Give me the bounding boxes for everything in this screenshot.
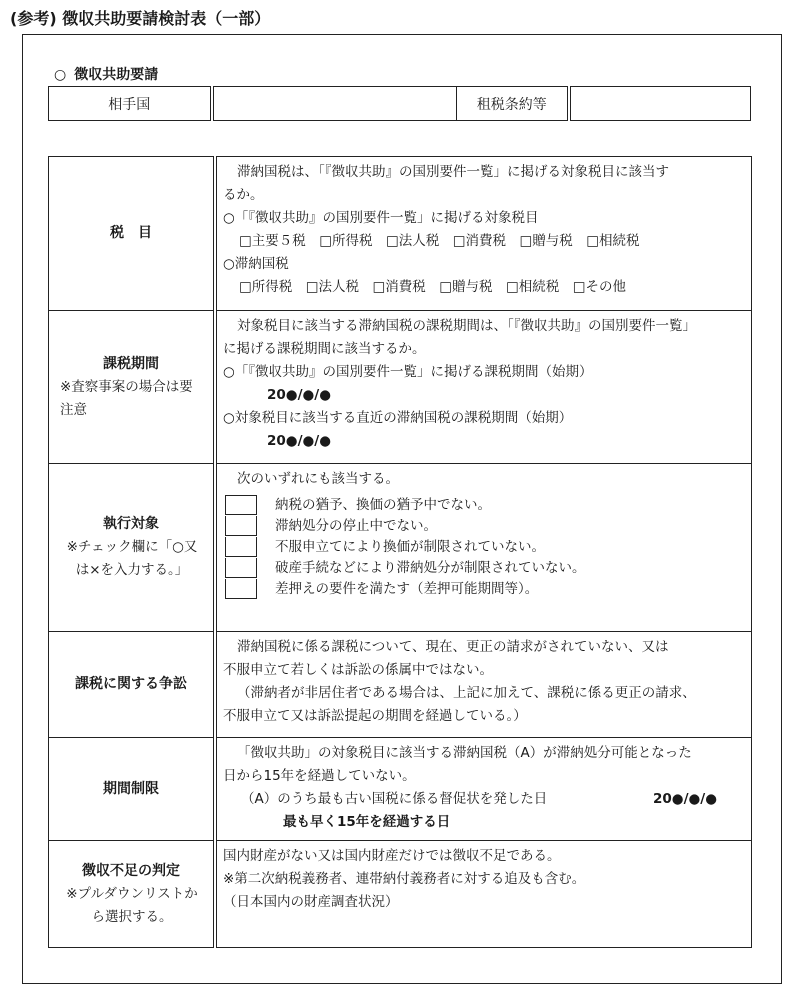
row-insufficiency (49, 841, 752, 948)
dispute-line-3: （滞納者が非居住者である場合は、上記に加えて、課税に係る更正の請求、 (237, 685, 696, 701)
country-period-date[interactable]: 20●/●/● (267, 387, 331, 403)
tax-period-question: 対象税目に該当する滞納国税の課税期間は、「『徴収共助』の国別要件一覧」 (237, 318, 696, 334)
check-cell[interactable] (225, 558, 257, 578)
check-text: 破産手続などにより滞納処分が制限されていない。 (275, 560, 586, 576)
country-period-heading: ○「『徴収共助』の国別要件一覧」に掲げる課税期間（始期） (223, 364, 593, 380)
insufficiency-cell (49, 841, 216, 948)
execution-target-content (215, 464, 752, 632)
tax-period-content (215, 311, 752, 464)
latest-period-heading: ○対象税目に該当する直近の滞納国税の課税期間（始期） (223, 410, 573, 426)
review-table (48, 156, 752, 948)
insufficiency-content[interactable] (215, 841, 752, 948)
check-text: 納税の猶予、換価の猶予中でない。 (275, 497, 491, 513)
period-limit-line-2: 日から15年を経過していない。 (223, 768, 416, 784)
insufficiency-line-2: ※第二次納税義務者、連帯納付義務者に対する追及も含む。 (223, 871, 586, 887)
execution-target-note: ※チェック欄に「○又は×を入力する。」 (66, 539, 198, 578)
treaty-label: 租税条約等 (457, 87, 569, 121)
dispute-line-1: 滞納国税に係る課税について、現在、更正の請求がされていない、又は (237, 639, 669, 655)
tax-period-note: ※査察事案の場合は要注意 (60, 378, 193, 418)
dispute-line-2: 不服申立て若しくは訴訟の係属中ではない。 (223, 662, 493, 678)
insufficiency-line-3: （日本国内の財産調査状況） (223, 894, 399, 910)
delinquent-tax-checkboxes[interactable]: □所得税 □法人税 □消費税 □贈与税 □相続税 □その他 (239, 279, 627, 295)
period-limit-content (215, 738, 752, 841)
row-period-limit (49, 738, 752, 841)
dispute-cell (49, 632, 216, 738)
dispute-content (215, 632, 752, 738)
dispute-label: 課税に関する争訟 (75, 676, 187, 692)
insufficiency-line-1: 国内財産がない又は国内財産だけでは徴収不足である。 (223, 848, 561, 864)
tax-period-label: 課税期間 (103, 355, 159, 372)
partner-table (48, 86, 751, 121)
check-text: 差押えの要件を満たす（差押可能期間等）。 (275, 581, 539, 597)
check-text: 不服申立てにより換価が制限されていない。 (275, 539, 545, 555)
row-tax-period (49, 311, 752, 464)
period-limit-line-1: 「徴収共助」の対象税目に該当する滞納国税（A）が滞納処分可能となった (237, 745, 692, 761)
check-row (223, 579, 745, 600)
insufficiency-note: ※プルダウンリストから選択する。 (66, 885, 198, 925)
treaty-field[interactable] (569, 87, 751, 121)
execution-target-cell (49, 464, 216, 632)
row-execution-target (49, 464, 752, 632)
check-cell[interactable] (225, 537, 257, 557)
period-limit-bold-line: 最も早く15年を経過する日 (283, 814, 451, 830)
tax-item-content (215, 157, 752, 311)
period-limit-cell (49, 738, 216, 841)
period-limit-date-row (223, 788, 745, 811)
tax-item-cell (49, 157, 216, 311)
check-row (223, 558, 745, 579)
page-title: (参考) 徴収共助要請検討表（一部） (10, 9, 271, 28)
row-dispute (49, 632, 752, 738)
insufficiency-label: 徴収不足の判定 (82, 862, 180, 879)
section-label-text: 徴収共助要請 (74, 67, 159, 83)
tax-item-question-cont: るか。 (223, 187, 264, 203)
check-text: 滞納処分の停止中でない。 (275, 518, 437, 534)
period-limit-sub-line: （A）のうち最も古い国税に係る督促状を発した日 (241, 791, 548, 807)
tax-period-question-cont: に掲げる課税期間に該当するか。 (223, 341, 426, 357)
target-tax-heading: ○「『徴収共助』の国別要件一覧」に掲げる対象税目 (223, 210, 539, 226)
tax-item-label: 税 目 (110, 225, 152, 241)
latest-period-date[interactable]: 20●/●/● (267, 433, 331, 449)
circle-icon: ○ (54, 67, 67, 83)
check-cell[interactable] (225, 579, 257, 599)
tax-item-question: 滞納国税は、「『徴収共助』の国別要件一覧」に掲げる対象税目に該当す (237, 164, 669, 180)
period-limit-label: 期間制限 (103, 780, 159, 797)
partner-country-field[interactable] (212, 87, 457, 121)
check-cell[interactable] (225, 495, 257, 515)
check-row (223, 495, 745, 516)
check-row (223, 516, 745, 537)
execution-target-label: 執行対象 (103, 516, 159, 532)
execution-target-intro: 次のいずれにも該当する。 (237, 471, 399, 487)
target-tax-checkboxes[interactable]: □主要５税 □所得税 □法人税 □消費税 □贈与税 □相続税 (239, 233, 640, 249)
partner-country-label: 相手国 (49, 87, 212, 121)
delinquent-tax-heading: ○滞納国税 (223, 256, 289, 272)
period-limit-date[interactable]: 20●/●/● (653, 791, 717, 807)
section-label (54, 64, 158, 84)
dispute-line-4: 不服申立て又は訴訟提起の期間を経過している。） (223, 708, 527, 724)
row-tax-item (49, 157, 752, 311)
check-row (223, 537, 745, 558)
tax-period-cell (49, 311, 216, 464)
check-cell[interactable] (225, 516, 257, 536)
